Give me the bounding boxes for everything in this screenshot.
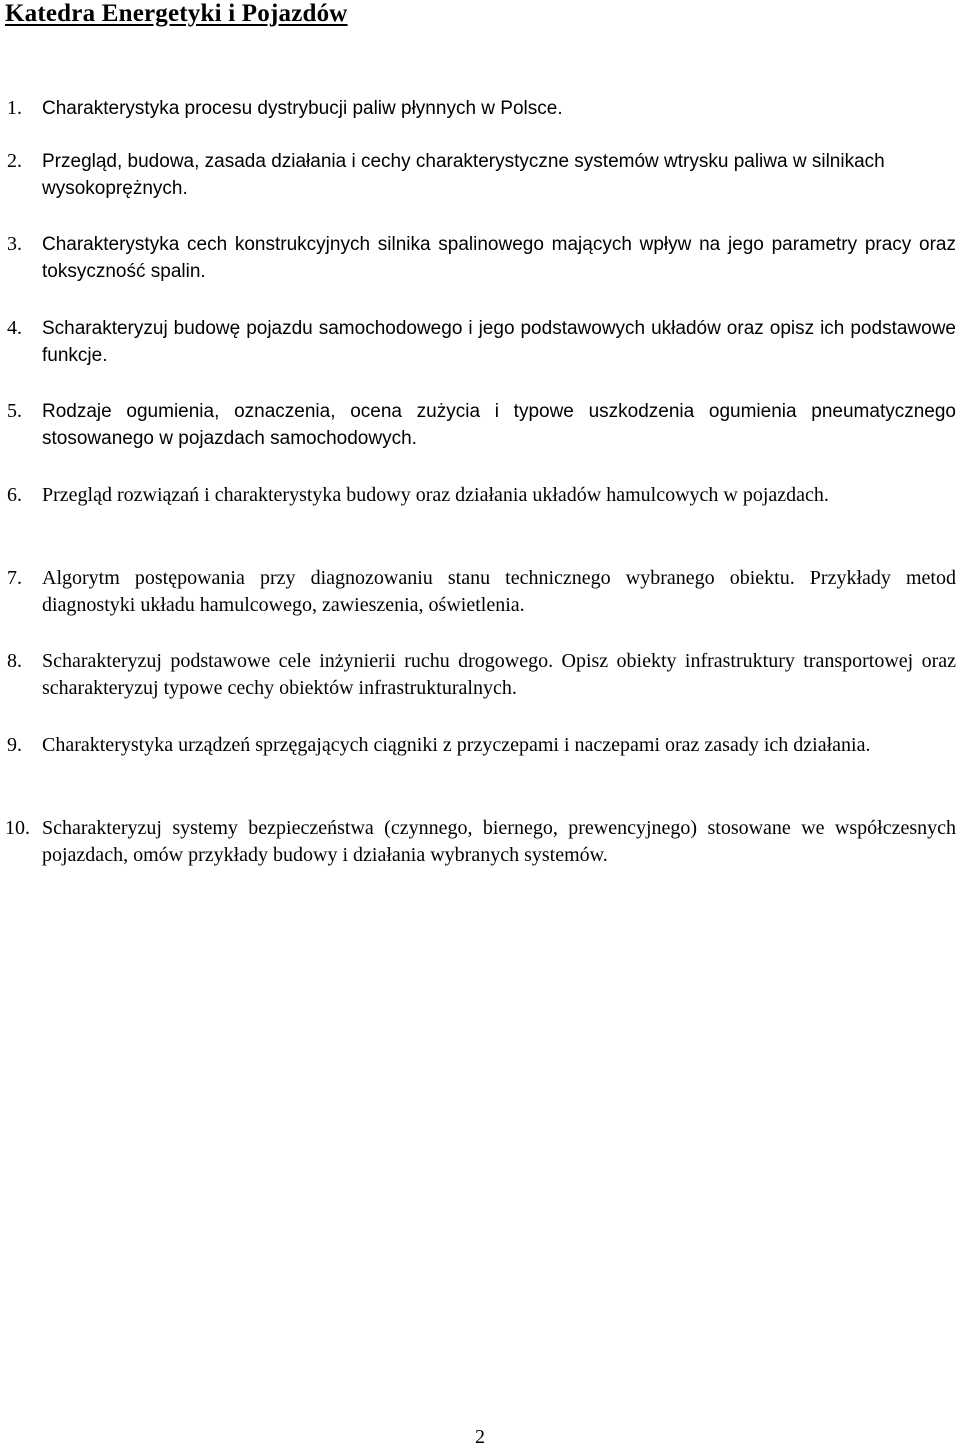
question-number: 2. [7,150,22,172]
question-text: Charakterystyka urządzeń sprzęgających ciągniki z przyczepami i naczepami oraz zasady ich działania. [42,734,871,756]
question-number: 7. [7,567,22,589]
question-number: 8. [7,650,22,672]
question-number: 3. [7,233,22,255]
question-number: 9. [7,734,22,756]
page-title: Katedra Energetyki i Pojazdów [5,0,348,27]
question-text: Algorytm postępowania przy diagnozowaniu stanu technicznego wybranego obiektu. Przykłady metod diagnostyki układu hamulcowego, zawieszenia, oświetlenia. [42,567,956,616]
question-number: 1. [7,97,22,119]
question-number: 6. [7,484,22,506]
question-item-9 [0,732,960,759]
question-text: Przegląd rozwiązań i charakterystyka budowy oraz działania układów hamulcowych w pojazdach. [42,484,829,506]
question-text: Scharakteryzuj podstawowe cele inżynierii ruchu drogowego. Opisz obiekty infrastruktury transportowej oraz scharakteryzuj typowe cechy obiektów infrastrukturalnych. [42,650,956,699]
question-text: Rodzaje ogumienia, oznaczenia, ocena zużycia i typowe uszkodzenia ogumienia pneumatycznego stosowanego w pojazdach samochodowych. [42,401,956,449]
question-item-3 [0,231,960,285]
question-number: 4. [7,317,22,339]
question-item-2 [0,148,960,202]
question-text: Charakterystyka cech konstrukcyjnych silnika spalinowego mających wpływ na jego parametry pracy oraz toksyczność spalin. [42,234,956,282]
question-item-8 [0,648,960,702]
question-number: 10. [5,817,30,839]
question-item-10 [0,815,960,869]
question-text: Przegląd, budowa, zasada działania i cechy charakterystyczne systemów wtrysku paliwa w silnikach wysokoprężnych. [42,151,885,199]
question-text: Scharakteryzuj systemy bezpieczeństwa (czynnego, biernego, prewencyjnego) stosowane we współczesnych pojazdach, omów przykłady budowy i działania wybranych systemów. [42,817,956,866]
question-item-4 [0,315,960,369]
question-number: 5. [7,400,22,422]
question-item-7 [0,565,960,619]
question-text: Charakterystyka procesu dystrybucji paliw płynnych w Polsce. [42,98,563,119]
question-item-1 [0,95,960,122]
page-number: 2 [475,1426,485,1448]
question-item-6 [0,482,960,509]
question-text: Scharakteryzuj budowę pojazdu samochodowego i jego podstawowych układów oraz opisz ich podstawowe funkcje. [42,318,956,366]
question-item-5 [0,398,960,452]
